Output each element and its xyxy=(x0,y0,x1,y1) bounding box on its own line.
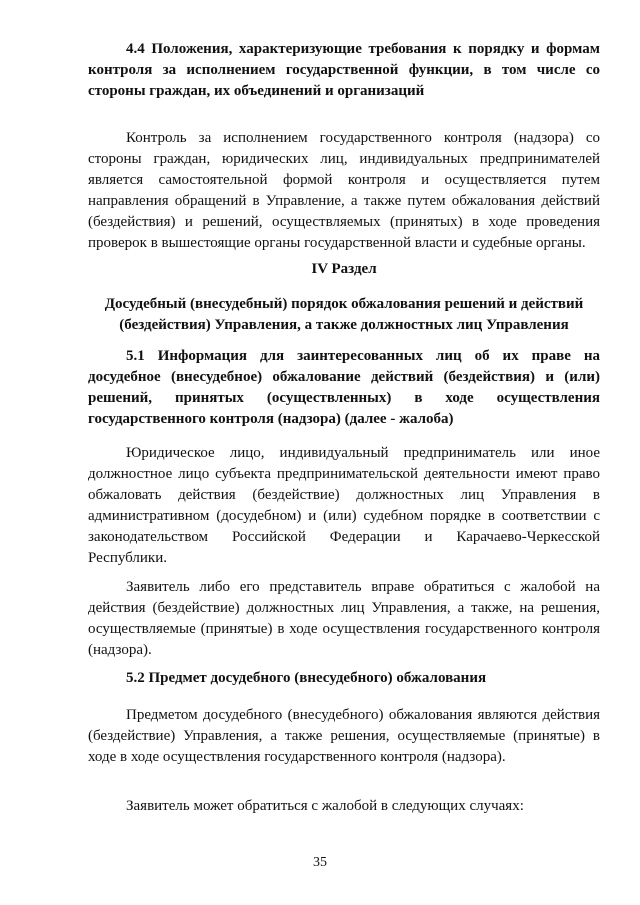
section-5-1-paragraph-1: Юридическое лицо, индивидуальный предприниматель или иное должностное лицо субъекта предпринимательской деятельности имеют право обжаловать действия (бездействие) должностных лиц Управления в административном (досудебном) и (или) судебном порядке в соответствии с законодательством Российской Федерации и Карачаево-Черкесской Республики. xyxy=(88,445,600,566)
section-iv-subtitle: Досудебный (внесудебный) порядок обжалования решений и действий (бездействия) Управления, а также должностных лиц Управления xyxy=(104,296,584,333)
section-5-2-paragraph-2: Заявитель может обратиться с жалобой в следующих случаях: xyxy=(126,798,524,814)
section-5-1-paragraph-2: Заявитель либо его представитель вправе обратиться с жалобой на действия (бездействие) должностных лиц Управления, а также, на решения, осуществляемые (принятые) в ходе осуществления государственного контроля (надзора). xyxy=(88,579,600,658)
section-5-2-heading: 5.2 Предмет досудебного (внесудебного) обжалования xyxy=(126,670,487,686)
section-5-2-paragraph-1: Предметом досудебного (внесудебного) обжалования являются действия (бездействие) Управления, а также решения, осуществляемые (принятые) в ходе в ходе осуществления государственного контроля (надзора). xyxy=(88,707,600,765)
section-5-1-heading: 5.1 Информация для заинтересованных лиц об их праве на досудебное (внесудебное) обжалование действий (бездействия) и (или) решений, принятых (осуществленных) в ходе осуществления государственного контроля (надзора) (далее - жалоба) xyxy=(88,348,600,427)
page-number: 35 xyxy=(313,855,327,870)
section-4-4-heading: 4.4 Положения, характеризующие требования к порядку и формам контроля за исполнением государственной функции, в том числе со стороны граждан, их объединений и организаций xyxy=(88,41,600,99)
section-4-4-paragraph: Контроль за исполнением государственного контроля (надзора) со стороны граждан, юридических лиц, индивидуальных предпринимателей является самостоятельной формой контроля и осуществляется путем направления обращений в Управление, а также путем обжалования действий (бездействия) и решений, осуществляемых (принятых) в ходе проведения проверок в вышестоящие органы государственной власти и судебные органы. xyxy=(88,130,600,251)
section-iv-title: IV Раздел xyxy=(311,261,377,277)
